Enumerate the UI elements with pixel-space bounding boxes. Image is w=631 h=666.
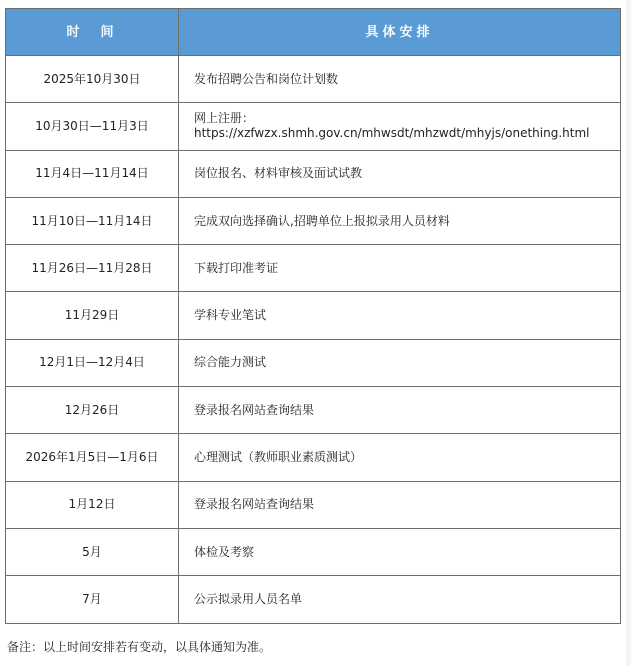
page-edge <box>626 0 631 666</box>
time-cell: 11月4日—11月14日 <box>6 150 179 197</box>
time-cell: 12月26日 <box>6 387 179 434</box>
plan-cell <box>179 103 621 150</box>
plan-cell <box>179 197 621 244</box>
plan-cell <box>179 56 621 103</box>
table-row <box>6 434 621 481</box>
table-row <box>6 292 621 339</box>
plan-cell <box>179 339 621 386</box>
plan-text: 下载打印准考证 <box>194 260 279 275</box>
plan-text: 登录报名网站查询结果 <box>194 402 315 417</box>
plan-cell <box>179 528 621 575</box>
plan-text: 发布招聘公告和岗位计划数 <box>194 71 339 86</box>
time-cell: 11月10日—11月14日 <box>6 197 179 244</box>
time-cell: 7月 <box>6 576 179 623</box>
table-row <box>6 387 621 434</box>
plan-text: 公示拟录用人员名单 <box>194 591 303 606</box>
plan-text: 体检及考察 <box>194 544 255 559</box>
time-cell: 2026年1月5日—1月6日 <box>6 434 179 481</box>
footnote: 备注：以上时间安排若有变动，以具体通知为准。 <box>7 640 272 654</box>
plan-cell <box>179 150 621 197</box>
time-cell: 12月1日—12月4日 <box>6 339 179 386</box>
table-row <box>6 339 621 386</box>
time-cell: 11月26日—11月28日 <box>6 245 179 292</box>
plan-text: 心理测试（教师职业素质测试） <box>194 450 363 465</box>
table-row <box>6 576 621 623</box>
plan-cell <box>179 292 621 339</box>
plan-text: https://xzfwzx.shmh.gov.cn/mhwsdt/mhzwdt/mhyjs/onething.html <box>194 126 590 141</box>
plan-text: 综合能力测试 <box>194 355 267 370</box>
time-cell: 5月 <box>6 528 179 575</box>
header-plan: 具体安排 <box>179 9 621 56</box>
schedule-table <box>5 8 621 624</box>
plan-text: 登录报名网站查询结果 <box>194 497 315 512</box>
table-row <box>6 481 621 528</box>
table-row <box>6 103 621 150</box>
table-row <box>6 528 621 575</box>
plan-cell <box>179 481 621 528</box>
plan-text: 学科专业笔试 <box>194 308 267 323</box>
time-cell: 2025年10月30日 <box>6 56 179 103</box>
time-cell: 1月12日 <box>6 481 179 528</box>
time-cell: 11月29日 <box>6 292 179 339</box>
plan-cell <box>179 576 621 623</box>
table-row <box>6 245 621 292</box>
plan-text: 完成双向选择确认,招聘单位上报拟录用人员材料 <box>194 213 450 228</box>
plan-cell <box>179 434 621 481</box>
plan-cell <box>179 245 621 292</box>
plan-cell <box>179 387 621 434</box>
table-row <box>6 197 621 244</box>
time-cell: 10月30日—11月3日 <box>6 103 179 150</box>
header-time: 时 间 <box>6 9 179 56</box>
table-body <box>6 56 621 624</box>
table-row <box>6 56 621 103</box>
table-row <box>6 150 621 197</box>
plan-text: 岗位报名、材料审核及面试试教 <box>194 166 363 181</box>
plan-text: 网上注册： <box>194 111 255 126</box>
table-header-row <box>6 9 621 56</box>
